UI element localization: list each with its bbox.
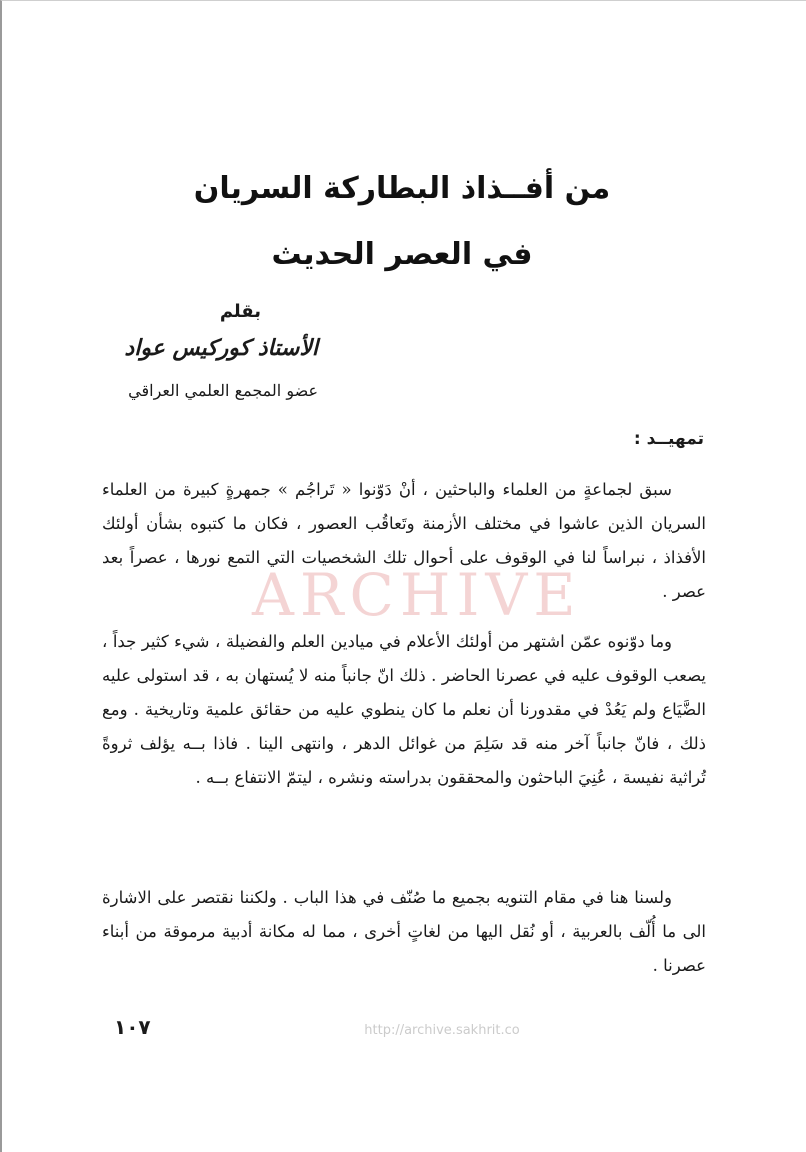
section-heading: تمهيــد : <box>633 429 704 449</box>
paragraph-2: وما دوّنوه عمّن اشتهر من أولئك الأعلام في ميادين العلم والفضيلة ، شيء كثير جداً ، يصعب الوقوف عليه في عصرنا الحاضر . ذلك انّ جانباً منه لا يُستهان به ، قد استولى عليه الضَّيَاع ولم يَعُدْ في مقدورنا أن نعلم ما كان ينطوي عليه من حقائق علمية وتاريخية . ومع ذلك ، فانّ جانباً آخر منه قد سَلِمَ من غوائل الدهر ، وانتهى الينا . فاذا بــه يؤلف ثروةً تُراثية نفيسة ، عُنِيَ الباحثون والمحققون بدراسته ونشره ، ليتمّ الانتفاع بــه . <box>102 632 706 787</box>
author-affiliation: عضو المجمع العلمي العراقي <box>128 381 318 400</box>
article-title-line-2: في العصر الحديث <box>271 237 533 272</box>
byline-label: بقلم <box>219 301 261 322</box>
page-number: ١٠٧ <box>114 1015 151 1039</box>
archive-watermark-url: http://archive.sakhrit.co <box>364 1023 520 1038</box>
paragraph-3: ولسنا هنا في مقام التنويه بجميع ما صُنّف في هذا الباب . ولكننا نقتصر على الاشارة الى ما أُلّف بالعربية ، أو نُقل اليها من لغاتٍ أخرى ، مما له مكانة أدبية مرموقة من أبناء عصرنا . <box>102 888 706 975</box>
author-name: الأستاذ كوركيس عواد <box>124 335 318 361</box>
paragraph-1: سبق لجماعةٍ من العلماء والباحثين ، أنْ دَوّنوا « تَراجُم » جمهرةٍ كبيرة من العلماء السريان الذين عاشوا في مختلف الأزمنة وتَعاقُب العصور ، فكان ما كتبوه بشأن أولئك الأفذاذ ، نبراساً لنا في الوقوف على أحوال تلك الشخصيات التي التمع نورها ، عصراً بعد عصر . <box>102 480 706 601</box>
article-title-line-1: من أفــذاذ البطاركة السريان <box>193 171 611 206</box>
archive-watermark: ARCHIVE <box>252 561 582 629</box>
